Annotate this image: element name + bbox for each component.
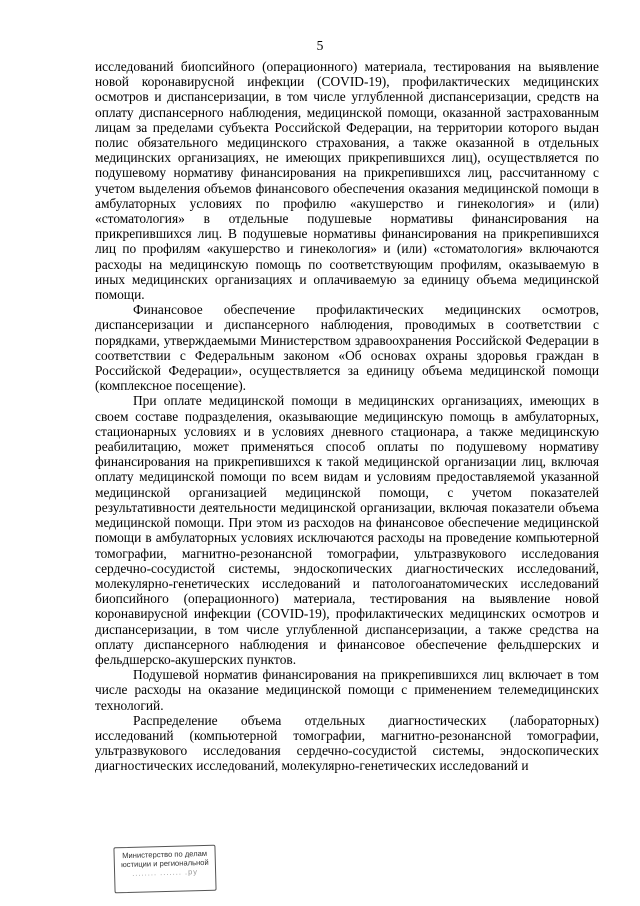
document-body bbox=[95, 59, 599, 774]
stamp-line-3: ........ ....... .ру bbox=[132, 867, 199, 878]
paragraph-1: исследований биопсийного (операционного) материала, тестирования на выявление новой коронавирусной инфекции (COVID-19), профилактических медицинских осмотров и диспансеризации, в том числе углубленной диспансеризации, средств на оплату диспансерного наблюдения, медицинской помощи, оказанной застрахованным лицам за пределами субъекта Российской Федерации, на территории которого выдан полис обязательного медицинского страхования, а также оказанной в отдельных медицинских организациях, не имеющих прикрепившихся лиц), осуществляется по подушевому нормативу финансирования на прикрепившихся лиц, рассчитанному с учетом выделения объемов финансового обеспечения оказания медицинской помощи в амбулаторных условиях по профилю «акушерство и гинекология» и (или) «стоматология» в отдельные подушевые нормативы финансирования на прикрепившихся лиц. В подушевые нормативы финансирования на прикрепившихся лиц по профилям «акушерство и гинекология» и (или) «стоматология» включаются расходы на медицинскую помощь по соответствующим профилям, оказываемую в иных медицинских организациях и оплачиваемую за единицу объема медицинской помощи. bbox=[95, 59, 599, 303]
paragraph-3: При оплате медицинской помощи в медицинских организациях, имеющих в своем составе подразделения, оказывающие медицинскую помощь в амбулаторных, стационарных условиях и в условиях дневного стационара, а также медицинскую реабилитацию, может применяться способ оплаты по подушевому нормативу финансирования на прикрепившихся к такой медицинской организации лиц, включая оплату медицинской помощи по всем видам и условиям предоставляемой указанной медицинской организацией медицинской помощи, с учетом показателей результативности деятельности медицинской организации, включая показатели объема медицинской помощи. При этом из расходов на финансовое обеспечение медицинской помощи в амбулаторных условиях исключаются расходы на проведение компьютерной томографии, магнитно-резонансной томографии, ультразвукового исследования сердечно-сосудистой системы, эндоскопических диагностических исследований, молекулярно-генетических исследований и патологоанатомических исследований биопсийного (операционного) материала, тестирования на выявление новой коронавирусной инфекции (COVID-19), профилактических медицинских осмотров и диспансеризации, в том числе углубленной диспансеризации, а также средства на оплату диспансерного наблюдения и финансовое обеспечение фельдшерских и фельдшерско-акушерских пунктов. bbox=[95, 393, 599, 667]
stamp-line-1: Министерство по делам bbox=[122, 848, 208, 861]
registration-stamp bbox=[113, 845, 216, 894]
page-number: 5 bbox=[316, 38, 324, 53]
stamp-line-2: юстиции и региональной bbox=[120, 857, 209, 870]
paragraph-2: Финансовое обеспечение профилактических медицинских осмотров, диспансеризации и диспансерного наблюдения, проводимых в соответствии с порядками, утверждаемыми Министерством здравоохранения Российской Федерации в соответствии с Федеральным законом «Об основах охраны здоровья граждан в Российской Федерации», осуществляется за единицу объема медицинской помощи (комплексное посещение). bbox=[95, 302, 599, 394]
paragraph-5: Распределение объема отдельных диагностических (лабораторных) исследований (компьютерной томографии, магнитно-резонансной томографии, ультразвукового исследования сердечно-сосудистой системы, эндоскопических диагностических исследований, молекулярно-генетических исследований и bbox=[95, 712, 599, 774]
paragraph-4: Подушевой норматив финансирования на прикрепившихся лиц включает в том числе расходы на оказание медицинской помощи с применением телемедицинских технологий. bbox=[95, 667, 599, 713]
